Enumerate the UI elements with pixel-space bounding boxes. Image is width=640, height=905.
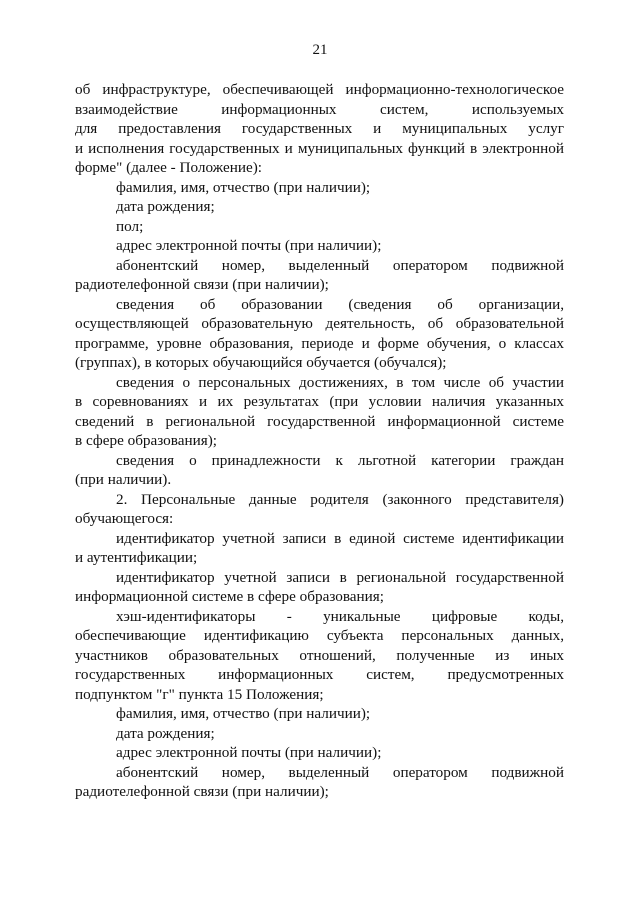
text-line: хэш-идентификаторы - уникальные цифровые коды,: [116, 607, 564, 625]
text-line: и исполнения государственных и муниципальных функций в электронной: [75, 139, 564, 157]
text-line: (группах), в которых обучающийся обучается (обучался);: [75, 354, 447, 371]
text-line: осуществляющей образовательную деятельность, об образовательной: [75, 315, 564, 332]
text-line: дата рождения;: [116, 198, 215, 215]
text-line: дата рождения;: [116, 724, 215, 742]
text-line: форме" (далее - Положение):: [75, 159, 262, 176]
text-line: сведения об образовании (сведения об организации,: [116, 295, 564, 313]
text-line: государственных информационных систем, предусмотренных: [75, 666, 564, 683]
text-line: участников образовательных отношений, полученные из иных: [75, 646, 564, 664]
text-line: взаимодействие информационных систем, используемых: [75, 100, 564, 118]
text-line: идентификатор учетной записи в единой системе идентификации: [116, 529, 564, 547]
text-line: абонентский номер, выделенный оператором подвижной: [116, 256, 564, 274]
text-line: в соревнованиях и их результатах (при условии наличия указанных: [75, 393, 564, 410]
text-line: радиотелефонной связи (при наличии);: [75, 783, 329, 800]
page-number: 21: [312, 42, 328, 58]
text-line: сведения о принадлежности к льготной категории граждан: [116, 451, 564, 469]
text-line: для предоставления государственных и муниципальных услуг: [75, 120, 564, 137]
text-line: в сфере образования);: [75, 432, 217, 449]
text-line: 2. Персональные данные родителя (законного представителя): [116, 490, 564, 508]
text-line: и аутентификации;: [75, 549, 198, 566]
text-line: адрес электронной почты (при наличии);: [116, 744, 382, 761]
text-line: абонентский номер, выделенный оператором подвижной: [116, 763, 564, 781]
text-line: радиотелефонной связи (при наличии);: [75, 276, 329, 293]
text-line: обучающегося:: [75, 510, 174, 527]
text-line: идентификатор учетной записи в региональной государственной: [116, 568, 564, 586]
text-line: (при наличии).: [75, 471, 172, 488]
text-line: об инфраструктуре, обеспечивающей информационно-технологическое: [75, 81, 564, 98]
text-line: фамилия, имя, отчество (при наличии);: [116, 178, 371, 196]
text-line: пол;: [116, 217, 144, 235]
text-line: сведений в региональной государственной информационной системе: [75, 412, 564, 430]
text-line: подпунктом "г" пункта 15 Положения;: [75, 685, 324, 703]
text-line: обеспечивающие идентификацию субъекта персональных данных,: [75, 627, 564, 644]
text-line: фамилия, имя, отчество (при наличии);: [116, 705, 371, 722]
text-line: адрес электронной почты (при наличии);: [116, 237, 382, 254]
text-line: информационной системе в сфере образования;: [75, 588, 384, 605]
text-line: программе, уровне образования, периоде и форме обучения, о классах: [75, 334, 564, 352]
document-body: [75, 80, 564, 802]
text-line: сведения о персональных достижениях, в том числе об участии: [116, 373, 564, 391]
